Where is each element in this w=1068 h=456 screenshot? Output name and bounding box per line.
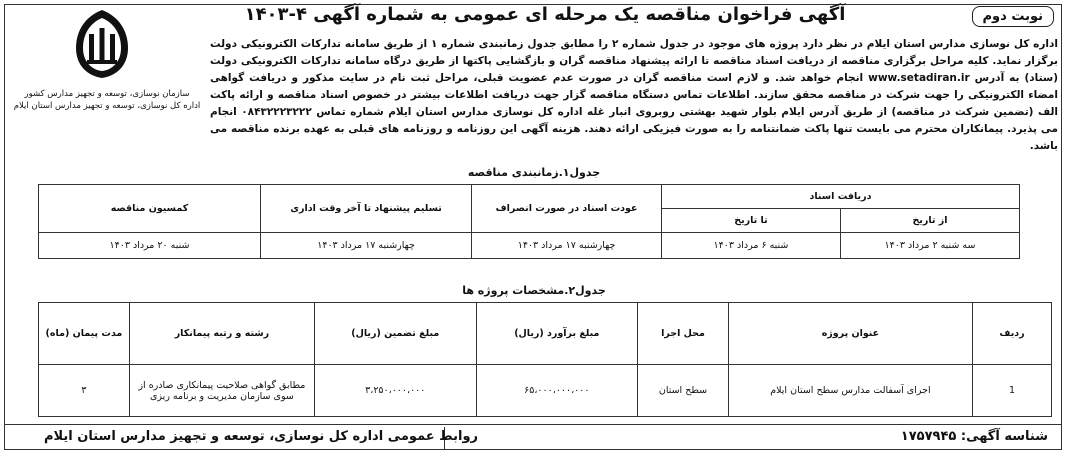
project-location: سطح استان [638, 365, 729, 417]
submit-bid-header: تسلیم پیشنهاد تا آخر وقت اداری [260, 185, 471, 233]
projects-table [38, 302, 1052, 417]
col-header: رشته و رتبه پیمانکار [129, 303, 314, 365]
to-date: شنبه ۶ مرداد ۱۴۰۳ [661, 233, 840, 259]
notice-footer [4, 424, 1062, 451]
notice-id: شناسه آگهی: ۱۷۵۷۹۴۵ [900, 429, 1048, 444]
col-header: محل اجرا [638, 303, 729, 365]
from-date: سه شنبه ۲ مرداد ۱۴۰۳ [840, 233, 1019, 259]
org-line: سازمان نوسازی، توسعه و تجهیز مدارس کشور [24, 89, 190, 99]
organization-name [12, 88, 202, 112]
from-date-header: از تاریخ [840, 209, 1019, 233]
to-date-header: تا تاریخ [661, 209, 840, 233]
estimate-amount: ۶۵،۰۰۰،۰۰۰،۰۰۰ [476, 365, 638, 417]
schedule-table [38, 184, 1020, 259]
schedule-table-title: جدول۱.زمانبندی مناقصه [467, 166, 601, 179]
table-row [39, 365, 1052, 417]
guarantee-amount: ۳،۲۵۰،۰۰۰،۰۰۰ [315, 365, 477, 417]
col-header: عنوان پروژه [728, 303, 972, 365]
col-header: مبلغ برآورد (ریال) [476, 303, 638, 365]
org-line: اداره کل نوسازی، توسعه و تجهیز مدارس استان ایلام [13, 101, 201, 111]
notice-body: اداره کل نوسازی مدارس استان ایلام در نظر دارد پروژه های موجود در جدول شماره ۲ را مطابق جدول زمانبندی شماره ۱ از طریق سامانه تدارکات الکترونیکی دولت برگزار نماید. کلیه مراحل برگزاری مناقصه از دریافت اسناد مناقصه تا ارائه پیشنهاد مناقصه گران و بازگشایی پاکتها از طریق درگاه سامانه تدارکات الکترونیکی دولت (ستاد) به آدرس www.setadiran.ir انجام خواهد شد. و لازم است مناقصه گران در صورت عدم عضویت قبلی، مراحل ثبت نام در سایت مذکور و دریافت گواهی امضاء الکترونیکی را جهت شرکت در مناقصه محقق سازند. اطلاعات تماس دستگاه مناقصه گزار جهت دریافت اطلاعات بیشتر در خصوص اسناد مناقصه و ارائه پاکت الف (تضمین شرکت در مناقصه) از طریق آدرس ایلام بلوار شهید بهشتی روبروی انبار غله اداره کل نوسازی مدارس استان ایلام شماره تماس ۰۸۴۳۲۲۲۳۲۲۲ انجام می پذیرد. پیمانکاران محترم می بایست تنها پاکت ضمانتنامه را به صورت فیزیکی ارائه دهند. هزینه آگهی این روزنامه و روزنامه های قبلی به عهده برنده مناقصه می باشد. [210, 38, 1059, 152]
return-date: چهارشنبه ۱۷ مرداد ۱۴۰۳ [472, 233, 662, 259]
receive-docs-header: دریافت اسناد [661, 185, 1019, 209]
project-title: اجرای آسفالت مدارس سطح استان ایلام [728, 365, 972, 417]
return-docs-header: عودت اسناد در صورت انصراف [472, 185, 662, 233]
commission-date: شنبه ۲۰ مرداد ۱۴۰۳ [39, 233, 261, 259]
public-relations: روابط عمومی اداره کل نوسازی، توسعه و تجهیز مدارس استان ایلام [44, 429, 479, 444]
col-header: مبلغ تضمین (ریال) [315, 303, 477, 365]
col-header: مدت پیمان (ماه) [39, 303, 130, 365]
contract-duration: ۳ [39, 365, 130, 417]
projects-table-title: جدول۲.مشخصات پروژه ها [462, 284, 606, 297]
submit-date: چهارشنبه ۱۷ مرداد ۱۴۰۳ [260, 233, 471, 259]
row-number: 1 [973, 365, 1052, 417]
organization-logo-icon [72, 8, 132, 80]
col-header: ردیف [973, 303, 1052, 365]
round-badge: نوبت دوم [972, 6, 1054, 27]
notice-title: آگهی فراخوان مناقصه یک مرحله ای عمومی به شماره آگهی ۴-۱۴۰۳ [244, 4, 846, 25]
commission-header: کمسیون مناقصه [39, 185, 261, 233]
contractor-grade: مطابق گواهی صلاحیت پیمانکاری صادره از سوی سازمان مدیریت و برنامه ریزی [129, 365, 314, 417]
